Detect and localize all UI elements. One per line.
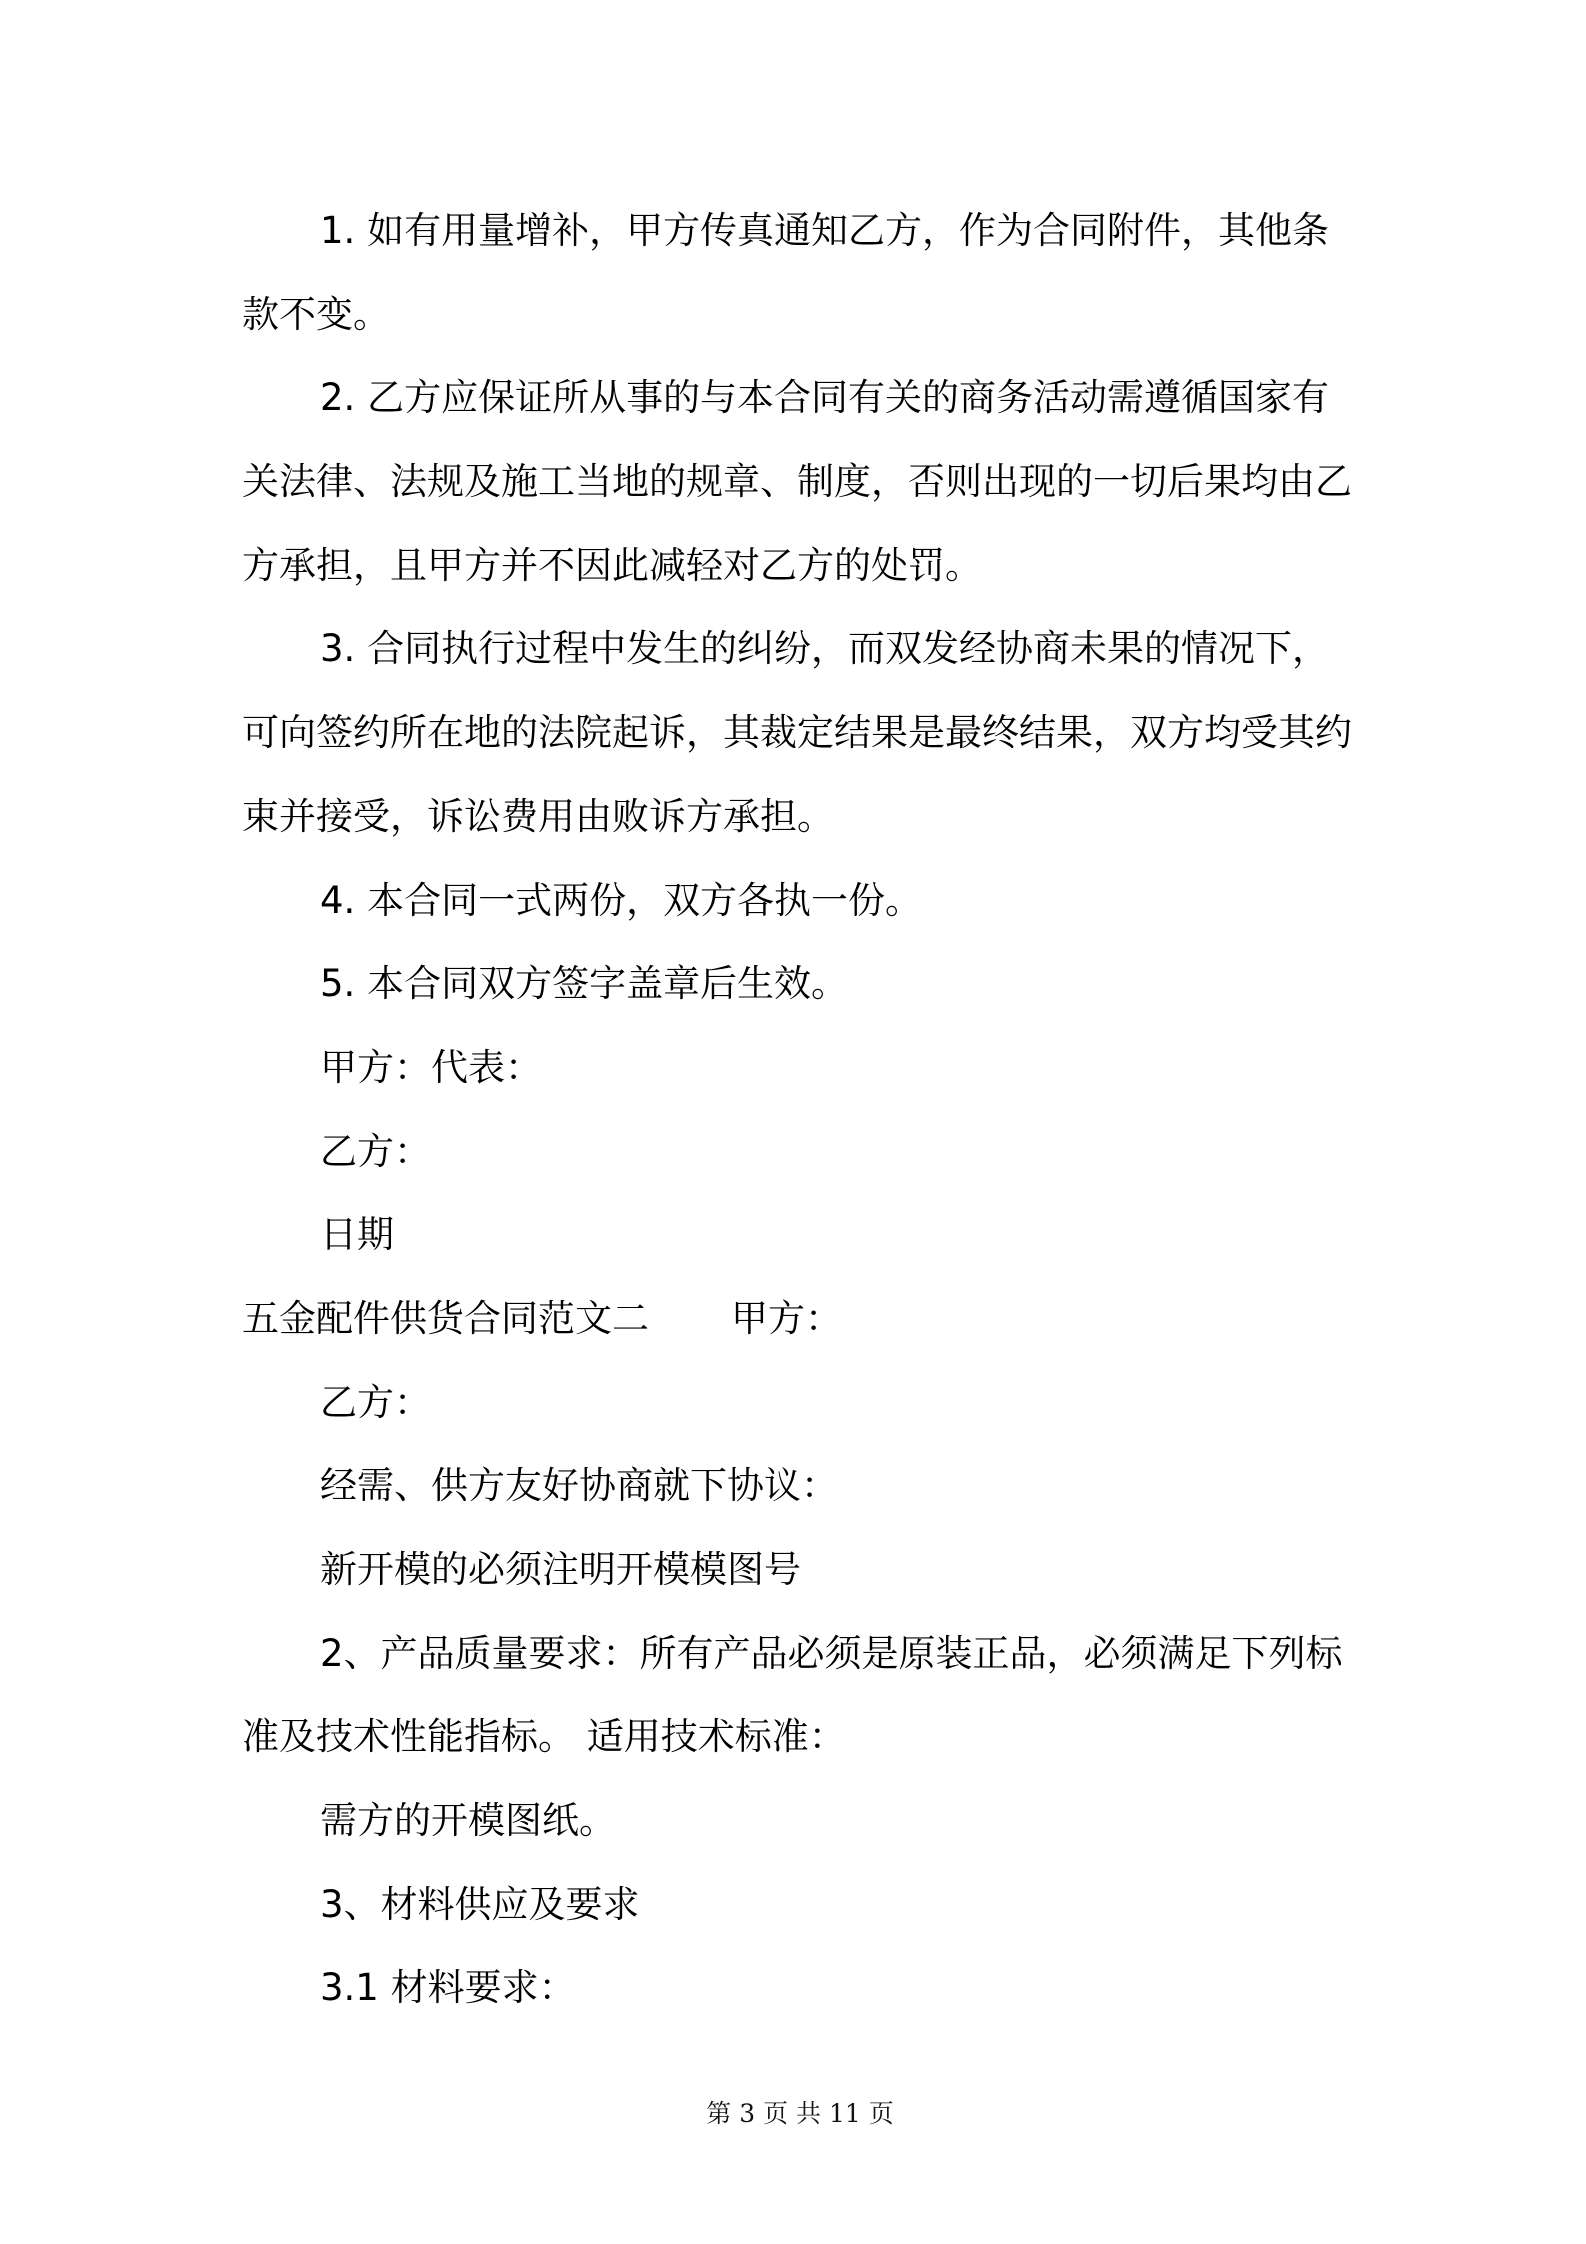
quality-line-2: 准及技术性能指标。 适用技术标准： [242,1715,846,1759]
page-number-label: 第 3 页 共 11 页 [706,2099,894,2128]
quality-line-1: 2、产品质量要求：所有产品必须是原装正品，必须满足下列标 [320,1631,1343,1675]
section-2-heading-row [242,1277,1442,1361]
materials-requirement: 3.1 材料要求： [320,1966,576,2010]
clause-2-line-1: 2. 乙方应保证所从事的与本合同有关的商务活动需遵循国家有 [320,376,1330,420]
document-body [242,189,1442,2030]
clause-1-line-2: 款不变。 [242,292,390,336]
clause-5-line-1: 5. 本合同双方签字盖章后生效。 [320,962,849,1006]
section-2-intro: 经需、供方友好协商就下协议： [320,1464,838,1508]
clause-2-line-3: 方承担，且甲方并不因此减轻对乙方的处罚。 [242,543,982,587]
party-a-signature: 甲方：代表： [320,1045,542,1089]
section-2-party-a: 甲方： [731,1296,842,1340]
section-2-party-b: 乙方： [320,1380,431,1424]
clause-1-line-1: 1. 如有用量增补，甲方传真通知乙方，作为合同附件，其他条 [320,209,1330,252]
drawing-note: 需方的开模图纸。 [320,1799,616,1843]
section-2-title: 五金配件供货合同范文二 [242,1296,649,1340]
date-label: 日期 [320,1213,394,1257]
clause-4-line-1: 4. 本合同一式两份，双方各执一份。 [320,878,923,922]
clause-3-line-3: 束并接受，诉讼费用由败诉方承担。 [242,794,834,838]
clause-2-line-2: 关法律、法规及施工当地的规章、制度，否则出现的一切后果均由乙 [242,460,1352,504]
page-footer [0,2099,1586,2129]
party-b-signature: 乙方： [320,1129,431,1173]
clause-3-line-2: 可向签约所在地的法院起诉，其裁定结果是最终结果，双方均受其约 [242,711,1352,755]
materials-heading: 3、材料供应及要求 [320,1882,640,1926]
clause-3-line-1: 3. 合同执行过程中发生的纠纷，而双发经协商未果的情况下， [320,627,1330,671]
section-2-mold-note: 新开模的必须注明开模模图号 [320,1548,801,1591]
